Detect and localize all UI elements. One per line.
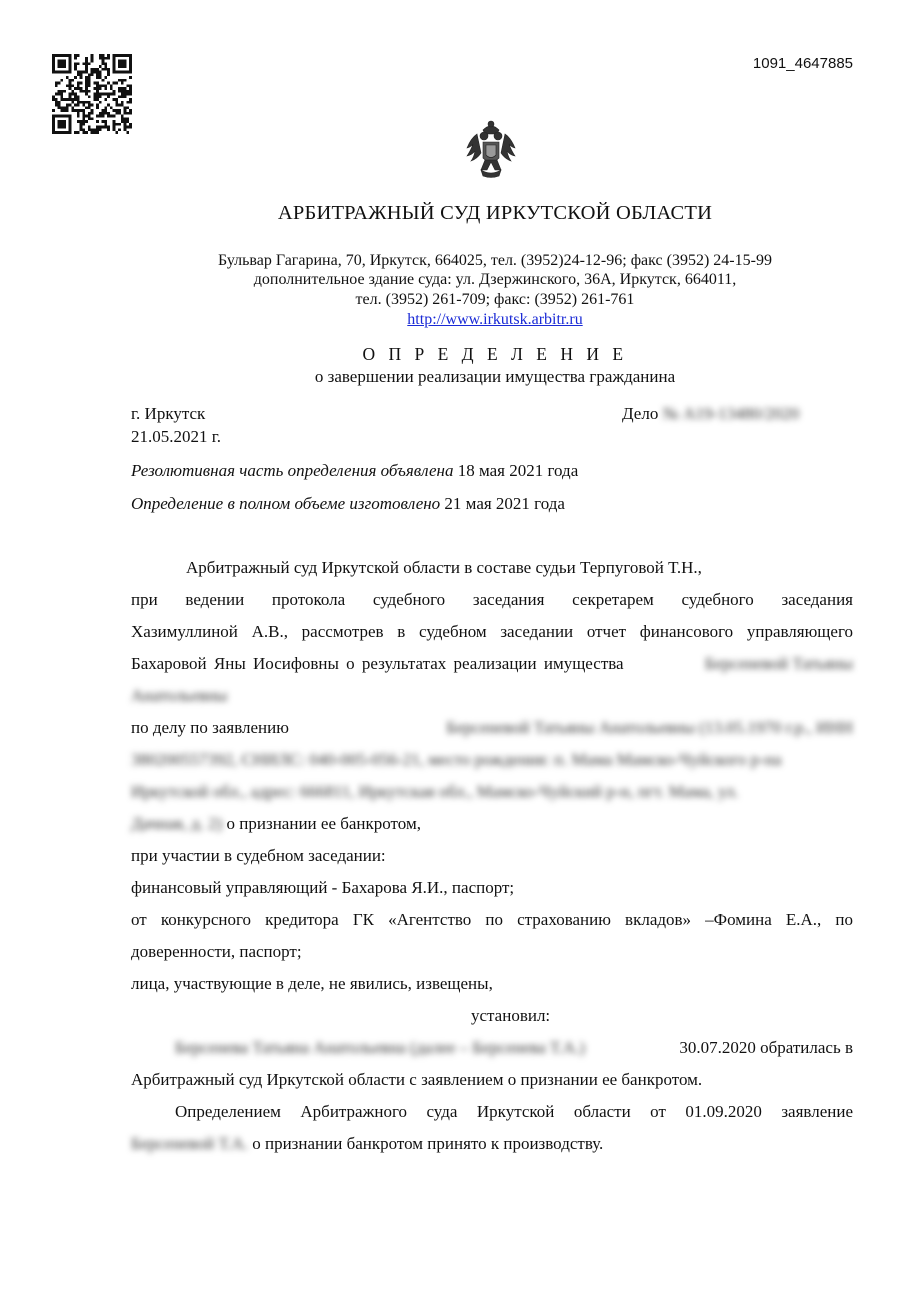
body-text: о признании банкротом принято к производству. bbox=[252, 1134, 604, 1153]
document-subject: о завершении реализации имущества гражданина bbox=[314, 367, 676, 386]
qr-code-icon bbox=[52, 54, 132, 134]
debtor-details-redacted: Берсеневой Татьяны Анатольевны (13.05.1970 г.р., ИНН bbox=[446, 718, 853, 737]
coat-of-arms-icon bbox=[459, 118, 523, 182]
resolution-date: 18 мая 2021 года bbox=[457, 461, 579, 480]
body-line: при ведении протокола судебного заседания секретарем судебного заседания bbox=[131, 590, 853, 609]
body-line: доверенности, паспорт; bbox=[131, 942, 302, 961]
body-text: 30.07.2020 обратилась в bbox=[679, 1038, 853, 1057]
debtor-name-redacted: Берсеневой Т.А. bbox=[131, 1134, 248, 1153]
body-text: о признании ее банкротом, bbox=[226, 814, 421, 833]
body-line bbox=[131, 814, 853, 834]
court-address-line: Бульвар Гагарина, 70, Иркутск, 664025, тел. (3952)24-12-96; факс (3952) 24-15-99 bbox=[218, 252, 772, 269]
body-line bbox=[131, 718, 853, 738]
body-line: Определением Арбитражного суда Иркутской области от 01.09.2020 заявление bbox=[175, 1102, 853, 1121]
court-website bbox=[0, 310, 919, 330]
body-line: финансовый управляющий - Бахарова Я.И., паспорт; bbox=[131, 878, 515, 897]
case-number-redacted: № А19-13480/2020 bbox=[662, 404, 800, 423]
case-number bbox=[622, 404, 799, 424]
body-text: Бахаровой Яны Иосифовны о результатах реализации имущества bbox=[131, 654, 624, 673]
debtor-name-redacted: Берсенева Татьяна Анатольевна (далее – Берсенева Т.А.) bbox=[175, 1038, 586, 1057]
body-line: при участии в судебном заседании: bbox=[131, 846, 386, 865]
debtor-details-redacted: Иркутской обл., адрес: 666811, Иркутская обл., Мамско-Чуйский р-н, пгт. Мама, ул. bbox=[131, 782, 739, 801]
document-id: 1091_4647885 bbox=[752, 55, 853, 72]
body-text: по делу по заявлению bbox=[131, 718, 289, 737]
case-label: Дело bbox=[622, 404, 659, 423]
resolution-announced-line bbox=[131, 461, 853, 481]
body-line: Хазимуллиной А.В., рассмотрев в судебном заседании отчет финансового управляющего bbox=[131, 622, 853, 641]
full-text-date: 21 мая 2021 года bbox=[444, 494, 565, 513]
established-heading: установил: bbox=[471, 1006, 551, 1025]
court-address-line: дополнительное здание суда: ул. Дзержинского, 36А, Иркутск, 664011, bbox=[253, 271, 737, 288]
court-title: АРБИТРАЖНЫЙ СУД ИРКУТСКОЙ ОБЛАСТИ bbox=[277, 202, 713, 224]
body-line bbox=[131, 1134, 853, 1154]
body-line: от конкурсного кредитора ГК «Агентство по страхованию вкладов» –Фомина Е.А., по bbox=[131, 910, 853, 929]
body-line bbox=[131, 654, 853, 674]
court-phone-line: тел. (3952) 261-709; факс: (3952) 261-761 bbox=[355, 291, 635, 308]
body-line: Арбитражный суд Иркутской области с заявлением о признании ее банкротом. bbox=[131, 1070, 703, 1089]
body-line bbox=[175, 1038, 853, 1058]
body-line: лица, участвующие в деле, не явились, извещены, bbox=[131, 974, 493, 993]
debtor-details-redacted: Дачная, д. 2) bbox=[131, 814, 223, 833]
document-type: О П Р Е Д Е Л Е Н И Е bbox=[362, 344, 628, 364]
resolution-label: Резолютивная часть определения объявлена bbox=[131, 461, 454, 480]
document-date: 21.05.2021 г. bbox=[131, 427, 222, 446]
document-city: г. Иркутск bbox=[131, 404, 206, 423]
full-text-label: Определение в полном объеме изготовлено bbox=[131, 494, 441, 513]
court-website-link[interactable]: http://www.irkutsk.arbitr.ru bbox=[407, 311, 583, 328]
debtor-name-redacted: Берсеневой Татьяны bbox=[704, 654, 853, 673]
debtor-name-redacted: Анатольевны bbox=[131, 686, 228, 705]
debtor-details-redacted: 380200557392, СНИЛС: 040-005-056-21, место рождения: п. Мама Мамско-Чуйского р-на bbox=[131, 750, 782, 769]
full-text-prepared-line bbox=[131, 494, 853, 514]
body-line: Арбитражный суд Иркутской области в составе судьи Терпуговой Т.Н., bbox=[186, 558, 702, 577]
